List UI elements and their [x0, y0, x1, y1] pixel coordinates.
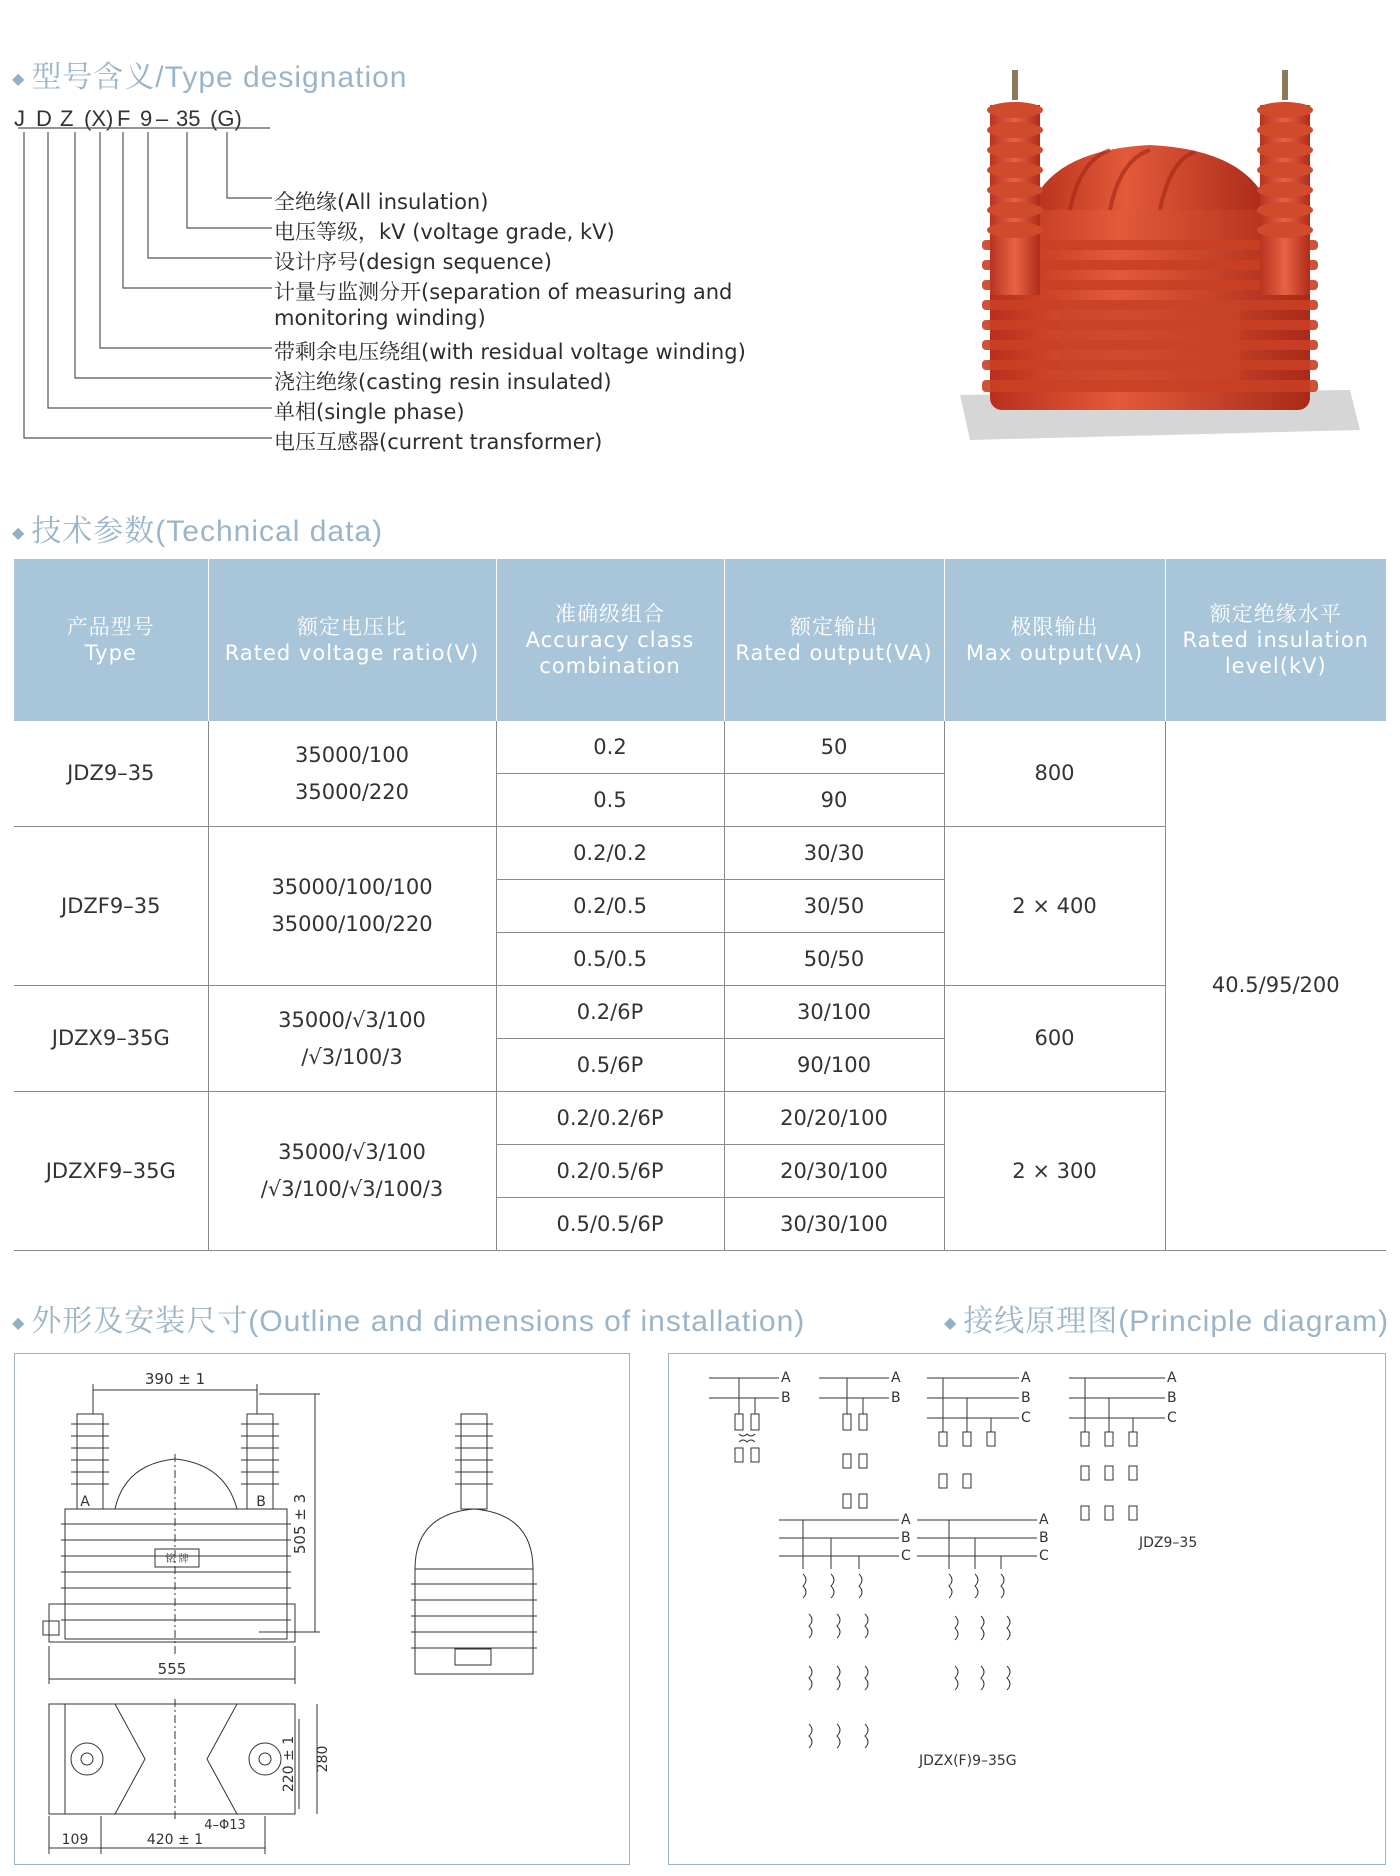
cell-type: JDZF9–35 — [14, 827, 208, 986]
cell-ratio: 35000/√3/100 /√3/100/√3/100/3 — [208, 1092, 496, 1251]
meaning-design-sequence: 设计序号(design sequence) — [274, 250, 552, 274]
header-max-output: 极限输出 Max output(VA) — [944, 559, 1165, 721]
phase-c-label: C — [1039, 1548, 1049, 1564]
cell-type: JDZ9–35 — [14, 721, 208, 827]
outline-title: ◆ 外形及安装尺寸(Outline and dimensions of installation) — [12, 1305, 806, 1338]
phase-a-label: A — [891, 1370, 901, 1386]
cell-accuracy: 0.2/6P — [496, 986, 724, 1039]
table-header-row — [14, 559, 1386, 721]
caption-jdzx-f-9-35g: JDZX(F)9–35G — [919, 1753, 1017, 1769]
product-image — [950, 50, 1370, 470]
cell-output: 30/100 — [724, 986, 944, 1039]
cell-ratio: 35000/100/100 35000/100/220 — [208, 827, 496, 986]
outline-drawing-frame — [14, 1353, 630, 1865]
bullet-diamond-icon: ◆ — [12, 1315, 26, 1333]
principle-title: ◆ 接线原理图(Principle diagram) — [944, 1305, 1390, 1338]
cell-max: 800 — [944, 721, 1165, 827]
technical-data-table — [14, 559, 1386, 1251]
cell-accuracy: 0.2/0.2/6P — [496, 1092, 724, 1145]
table-row — [14, 721, 1386, 774]
cell-accuracy: 0.5/0.5 — [496, 933, 724, 986]
cell-output: 30/30/100 — [724, 1198, 944, 1251]
meaning-casting-resin: 浇注绝缘(casting resin insulated) — [274, 370, 612, 394]
outline-drawing — [15, 1354, 629, 1864]
principle-diagram — [669, 1354, 1385, 1864]
phase-c-label: C — [1167, 1410, 1177, 1426]
dim-depth-outer: 280 — [315, 1745, 331, 1773]
cell-output: 90/100 — [724, 1039, 944, 1092]
meaning-separation-cont: monitoring winding) — [274, 306, 486, 330]
cell-output: 30/30 — [724, 827, 944, 880]
code-char: F — [117, 106, 131, 131]
cell-output: 50 — [724, 721, 944, 774]
dim-hole-spacing: 420 ± 1 — [146, 1832, 204, 1848]
cell-ratio: 35000/100 35000/220 — [208, 721, 496, 827]
caption-jdz9-35: JDZ9–35 — [1139, 1535, 1198, 1551]
phase-a-label: A — [901, 1512, 911, 1528]
dim-height: 505 ± 3 — [291, 1493, 309, 1555]
cell-accuracy: 0.5/0.5/6P — [496, 1198, 724, 1251]
code-char: 35 — [176, 106, 201, 131]
cell-output: 90 — [724, 774, 944, 827]
header-ratio: 额定电压比 Rated voltage ratio(V) — [208, 559, 496, 721]
technical-data-title: ◆ 技术参数(Technical data) — [12, 515, 384, 548]
code-char: – — [156, 106, 169, 131]
bullet-diamond-icon: ◆ — [944, 1315, 958, 1333]
code-char: Z — [60, 106, 74, 131]
header-accuracy: 准确级组合 Accuracy class combination — [496, 559, 724, 721]
code-char: (G) — [210, 106, 242, 131]
meaning-voltage-grade: 电压等级，kV (voltage grade, kV) — [274, 220, 615, 244]
phase-b-label: B — [1167, 1390, 1177, 1406]
type-designation-title: ◆ 型号含义/Type designation — [12, 61, 408, 94]
terminal-a-label: A — [80, 1494, 90, 1510]
code-char: D — [36, 106, 52, 131]
dim-holes: 4–Φ13 — [204, 1818, 246, 1833]
meaning-transformer: 电压互感器(current transformer) — [274, 430, 603, 454]
phase-b-label: B — [901, 1530, 911, 1546]
meaning-separation: 计量与监测分开(separation of measuring and — [274, 280, 733, 304]
phase-b-label: B — [781, 1390, 791, 1406]
cell-output: 30/50 — [724, 880, 944, 933]
dim-base-width: 555 — [157, 1660, 187, 1678]
cell-accuracy: 0.2/0.5 — [496, 880, 724, 933]
cell-accuracy: 0.2 — [496, 721, 724, 774]
cell-ratio: 35000/√3/100 /√3/100/3 — [208, 986, 496, 1092]
dim-hole-offset: 109 — [61, 1832, 89, 1848]
phase-a-label: A — [1167, 1370, 1177, 1386]
cell-max: 2 × 300 — [944, 1092, 1165, 1251]
header-insulation: 额定绝缘水平 Rated insulation level(kV) — [1165, 559, 1386, 721]
phase-b-label: B — [1021, 1390, 1031, 1406]
cell-max: 600 — [944, 986, 1165, 1092]
meaning-single-phase: 单相(single phase) — [274, 400, 465, 424]
cell-output: 50/50 — [724, 933, 944, 986]
phase-a-label: A — [1039, 1512, 1049, 1528]
terminal-b-label: B — [256, 1494, 266, 1510]
meaning-residual-winding: 带剩余电压绕组(with residual voltage winding) — [274, 340, 746, 364]
cell-type: JDZXF9–35G — [14, 1092, 208, 1251]
dim-top-width: 390 ± 1 — [144, 1370, 206, 1388]
header-rated-output: 额定输出 Rated output(VA) — [724, 559, 944, 721]
dim-depth-inner: 220 ± 1 — [281, 1735, 297, 1793]
phase-b-label: B — [1039, 1530, 1049, 1546]
bullet-diamond-icon: ◆ — [12, 71, 26, 89]
code-char: 9 — [140, 106, 153, 131]
phase-b-label: B — [891, 1390, 901, 1406]
cell-output: 20/20/100 — [724, 1092, 944, 1145]
phase-a-label: A — [781, 1370, 791, 1386]
principle-diagram-frame — [668, 1353, 1386, 1865]
phase-c-label: C — [1021, 1410, 1031, 1426]
header-type: 产品型号 Type — [14, 559, 208, 721]
bullet-diamond-icon: ◆ — [12, 525, 26, 543]
phase-c-label: C — [901, 1548, 911, 1564]
code-char: J — [14, 106, 25, 131]
code-char: (X) — [84, 106, 114, 131]
phase-a-label: A — [1021, 1370, 1031, 1386]
cell-accuracy: 0.5/6P — [496, 1039, 724, 1092]
meaning-all-insulation: 全绝缘(All insulation) — [274, 190, 489, 214]
cell-accuracy: 0.2/0.5/6P — [496, 1145, 724, 1198]
cell-max: 2 × 400 — [944, 827, 1165, 986]
designation-leader-lines — [0, 0, 280, 450]
cell-type: JDZX9–35G — [14, 986, 208, 1092]
nameplate-label: 铭 牌 — [165, 1554, 189, 1565]
cell-output: 20/30/100 — [724, 1145, 944, 1198]
cell-accuracy: 0.2/0.2 — [496, 827, 724, 880]
cell-accuracy: 0.5 — [496, 774, 724, 827]
cell-insulation: 40.5/95/200 — [1165, 721, 1386, 1251]
